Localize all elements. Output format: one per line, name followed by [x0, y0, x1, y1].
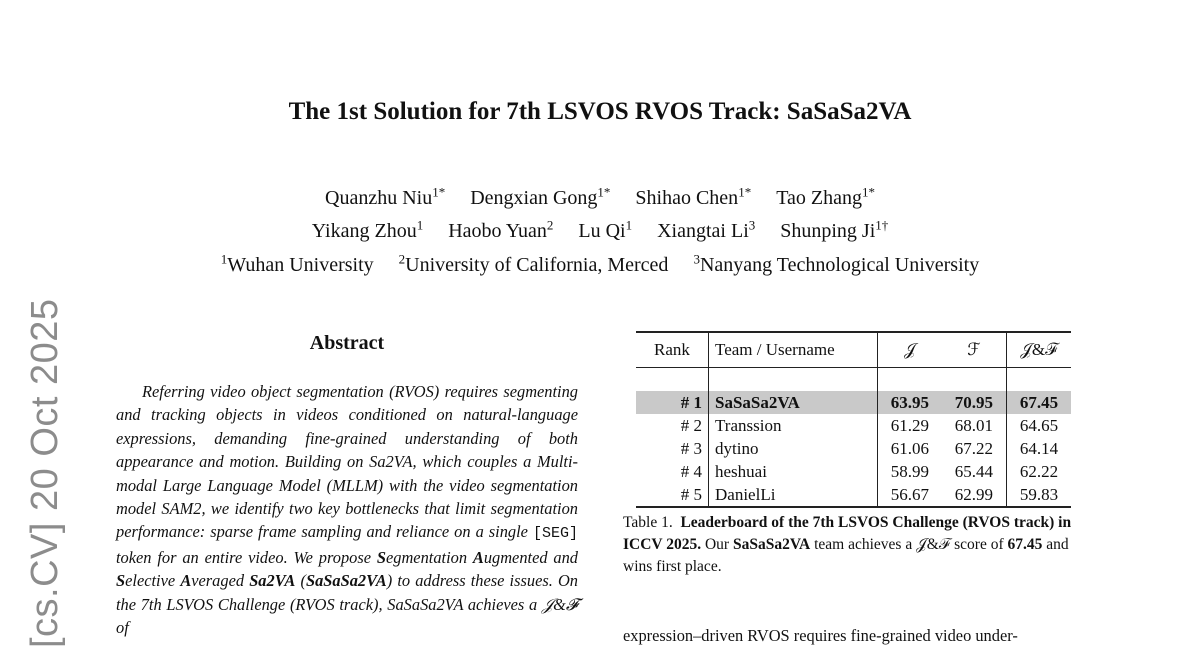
- affiliation: $^1$Wuhan University: [220, 251, 374, 276]
- author-list: [0, 178, 1200, 245]
- table-row: # 5 DanielLi 56.67 62.99 59.83: [636, 483, 1071, 507]
- author: Dengxian Gong$^{1*}$: [470, 184, 611, 209]
- table-caption: Table 1. Leaderboard of the 7th LSVOS Challenge (RVOS track) in ICCV 2025. Our SaSaSa2VA team achieves a 𝒥&ℱ score of 67.45 and wins first place.: [623, 514, 1072, 575]
- body-text: expression–driven RVOS requires fine-grained video under-: [623, 626, 1018, 645]
- author: Shihao Chen$^{1*}$: [635, 184, 752, 209]
- author: Lu Qi$^1$: [578, 217, 633, 243]
- seg-token: [SEG]: [532, 525, 578, 543]
- leaderboard-table: [636, 331, 1071, 508]
- author: Xiangtai Li$^3$: [657, 217, 756, 243]
- author: Quanzhu Niu$^{1*}$: [325, 184, 446, 209]
- arxiv-stamp: [cs.CV] 20 Oct 2025: [24, 298, 66, 648]
- abstract-text: Referring video object segmentation (RVOS) requires segmenting and tracking objects in videos conditioned on natural-language expressions, demanding fine-grained understanding of both appearance and motion. Building on Sa2VA, which couples a Multi-modal Large Language Model (MLLM) with the video segmentation model SAM2, we identify two key bottlenecks that limit segmentation performance: sparse frame sampling and reliance on a single [SEG] token for an entire video. We propose Segmentation Augmented and Selective Averaged Sa2VA (SaSaSa2VA) to address these issues. On the 7th LSVOS Challenge (RVOS track), SaSaSa2VA achieves a 𝒥&𝓕 of: [116, 382, 578, 638]
- abstract-heading: Abstract: [309, 332, 385, 354]
- affiliation: $^3$Nanyang Technological University: [693, 251, 980, 276]
- table-row: # 1 SaSaSa2VA 63.95 70.95 67.45: [636, 391, 1071, 414]
- table-header-row: [636, 332, 1071, 368]
- header-team: Team / Username: [709, 332, 878, 368]
- author: Shunping $Ji^{1\dagger}$: [780, 217, 889, 243]
- paper-title: The 1st Solution for 7th LSVOS RVOS Track: SaSaSa2VA: [288, 98, 912, 125]
- table-row: # 4 heshuai 58.99 65.44 62.22: [636, 460, 1071, 483]
- affiliations: [0, 251, 1200, 277]
- author: Haobo Yuan$^2$: [448, 217, 554, 243]
- affiliation: $^2$University of California, Merced: [398, 251, 669, 276]
- header-rank: Rank: [636, 332, 709, 368]
- header-jf: 𝒥&ℱ: [1006, 332, 1071, 368]
- table-row: # 2 Transsion 61.29 68.01 64.65: [636, 414, 1071, 437]
- header-f: ℱ: [967, 340, 981, 359]
- author: Tao Zhang$^{1*}$: [776, 184, 875, 209]
- author-row-2: [0, 212, 1200, 246]
- author: Yikang Zhou$^1$: [311, 217, 424, 243]
- table-row: # 3 dytino 61.06 67.22 64.14: [636, 437, 1071, 460]
- header-j: 𝒥: [903, 340, 916, 359]
- author-row-1: [0, 178, 1200, 212]
